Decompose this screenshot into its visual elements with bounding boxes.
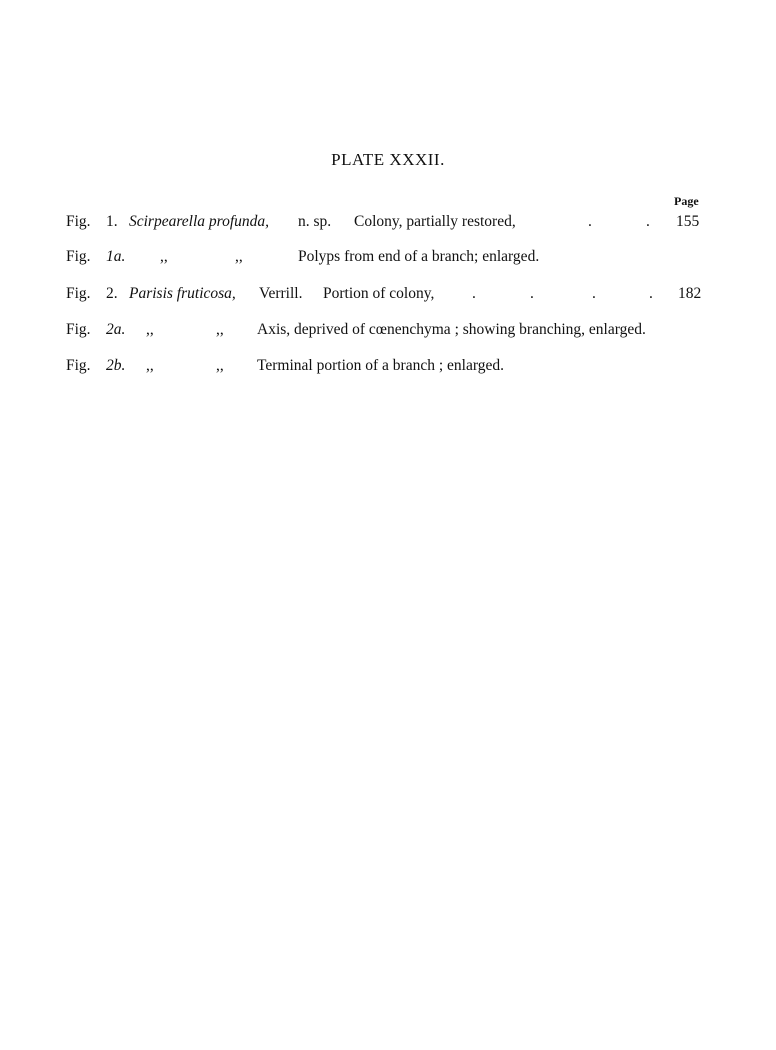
figure-description: Colony, partially restored, xyxy=(354,213,516,230)
species-note: Verrill. xyxy=(259,285,303,302)
ditto-mark: ,, xyxy=(146,357,154,374)
leader-dot: . xyxy=(588,213,592,230)
species-name: Parisis fruticosa, xyxy=(129,285,236,302)
ditto-mark: ,, xyxy=(235,248,243,265)
species-note: n. sp. xyxy=(298,213,332,230)
plate-entry-fig-2a xyxy=(66,321,716,345)
fig-label: Fig. xyxy=(66,213,91,230)
figure-description: Axis, deprived of cœnenchyma ; showing branching, enlarged. xyxy=(257,321,646,338)
fig-number: 2a. xyxy=(106,321,126,338)
figure-description: Portion of colony, xyxy=(323,285,435,302)
fig-label: Fig. xyxy=(66,285,91,302)
page-number: 182 xyxy=(678,285,702,302)
page-column-heading: Page xyxy=(674,194,699,208)
fig-label: Fig. xyxy=(66,321,91,338)
figure-description: Polyps from end of a branch; enlarged. xyxy=(298,248,540,265)
leader-dot: . xyxy=(472,285,476,302)
leader-dot: . xyxy=(646,213,650,230)
plate-entry-fig-2 xyxy=(66,285,716,309)
ditto-mark: ,, xyxy=(146,321,154,338)
fig-number: 2. xyxy=(106,285,118,302)
page-number: 155 xyxy=(676,213,700,230)
leader-dot: . xyxy=(592,285,596,302)
fig-label: Fig. xyxy=(66,248,91,265)
plate-entry-fig-1 xyxy=(66,213,716,237)
figure-description: Terminal portion of a branch ; enlarged. xyxy=(257,357,504,374)
ditto-mark: ,, xyxy=(160,248,168,265)
species-name: Scirpearella profunda, xyxy=(129,213,270,230)
fig-number: 1. xyxy=(106,213,118,230)
plate-entry-fig-2b xyxy=(66,357,716,381)
fig-number: 1a. xyxy=(106,248,126,265)
plate-entry-fig-1a xyxy=(66,248,716,272)
ditto-mark: ,, xyxy=(216,357,224,374)
fig-label: Fig. xyxy=(66,357,91,374)
plate-title: PLATE XXXII. xyxy=(331,150,445,169)
ditto-mark: ,, xyxy=(216,321,224,338)
leader-dot: . xyxy=(530,285,534,302)
leader-dot: . xyxy=(649,285,653,302)
fig-number: 2b. xyxy=(106,357,126,374)
